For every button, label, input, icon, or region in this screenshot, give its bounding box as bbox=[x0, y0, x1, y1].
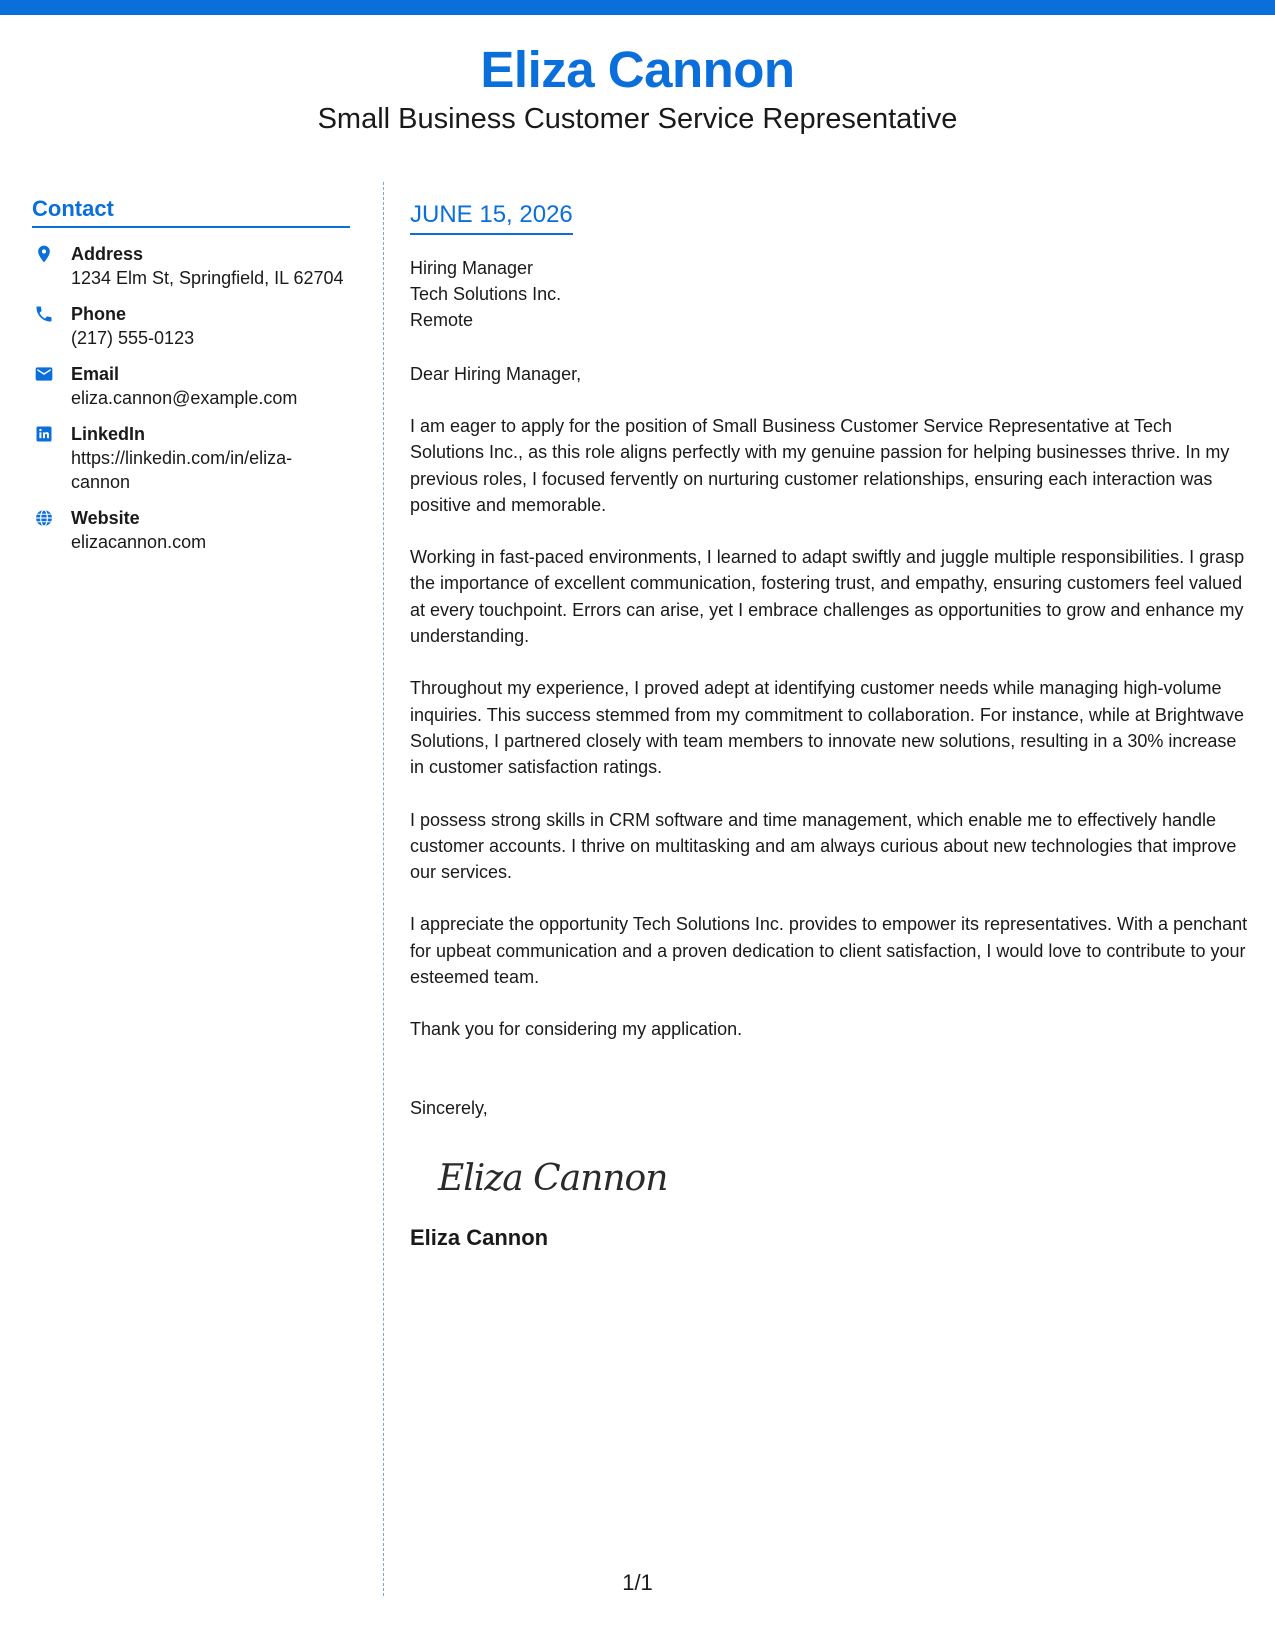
contact-phone bbox=[32, 302, 350, 350]
job-title: Small Business Customer Service Representative bbox=[317, 103, 958, 135]
top-accent-bar bbox=[0, 0, 1275, 15]
letter-paragraph: I possess strong skills in CRM software and time management, which enable me to effectively handle customer accounts. I thrive on multitasking and am always curious about new technologies that improve our services. bbox=[410, 809, 1237, 883]
letter-paragraph: Working in fast-paced environments, I learned to adapt swiftly and juggle multiple responsibilities. I grasp the importance of excellent communication, fostering trust, and empathy, ensuring customers feel valued at every touchpoint. Errors can arise, yet I embrace challenges as opportunities to grow and enhance my understanding. bbox=[410, 547, 1245, 647]
linkedin-value[interactable]: https://linkedin.com/in/eliza-cannon bbox=[71, 448, 293, 492]
page-number: 1/1 bbox=[622, 1570, 653, 1595]
map-pin-icon bbox=[34, 244, 54, 264]
contact-address bbox=[32, 242, 350, 290]
contact-linkedin bbox=[32, 422, 350, 494]
applicant-name: Eliza Cannon bbox=[480, 41, 795, 98]
address-value: 1234 Elm St, Springfield, IL 62704 bbox=[71, 268, 344, 288]
contact-email bbox=[32, 362, 350, 410]
contact-sidebar bbox=[32, 194, 350, 554]
linkedin-icon bbox=[34, 424, 54, 444]
globe-icon bbox=[34, 508, 54, 528]
letter-paragraph: I am eager to apply for the position of Small Business Customer Service Representative at Tech Solutions Inc., as this role aligns perfectly with my genuine passion for helping businesses thrive. In my previous roles, I focused fervently on nurturing customer relationships, ensuring each interaction was positive and memorable. bbox=[410, 416, 1230, 515]
recipient-line: Tech Solutions Inc. bbox=[410, 284, 562, 304]
email-label: Email bbox=[71, 364, 120, 384]
website-label: Website bbox=[71, 508, 140, 528]
linkedin-label: LinkedIn bbox=[71, 424, 146, 444]
handwritten-signature: Eliza Cannon bbox=[438, 1157, 668, 1199]
letter-paragraph: Throughout my experience, I proved adept at identifying customer needs while managing high-volume inquiries. This success stemmed from my commitment to collaboration. For instance, while at Brightwave Solutions, I partnered closely with team members to innovate new solutions, resulting in a 30% increase in customer satisfaction ratings. bbox=[410, 678, 1244, 778]
contact-heading: Contact bbox=[32, 194, 350, 228]
salutation: Dear Hiring Manager, bbox=[410, 364, 582, 384]
closing: Sincerely, bbox=[410, 1097, 488, 1118]
letter-date: JUNE 15, 2026 bbox=[410, 199, 573, 235]
letter-paragraph: Thank you for considering my application. bbox=[410, 1019, 743, 1040]
signer-name: Eliza Cannon bbox=[410, 1224, 549, 1250]
phone-value: (217) 555-0123 bbox=[71, 328, 195, 348]
recipient-block bbox=[410, 255, 1250, 333]
recipient-line: Hiring Manager bbox=[410, 258, 534, 278]
recipient-line: Remote bbox=[410, 310, 474, 330]
column-divider bbox=[383, 182, 384, 1596]
website-value[interactable]: elizacannon.com bbox=[71, 532, 207, 552]
letter-body bbox=[410, 199, 1250, 1253]
phone-label: Phone bbox=[71, 304, 127, 324]
contact-website bbox=[32, 506, 350, 554]
phone-icon bbox=[34, 304, 54, 324]
letter-paragraph: I appreciate the opportunity Tech Solutions Inc. provides to empower its representatives. With a penchant for upbeat communication and a proven dedication to client satisfaction, I would love to contribute to your esteemed team. bbox=[410, 914, 1248, 988]
email-value: eliza.cannon@example.com bbox=[71, 388, 298, 408]
address-label: Address bbox=[71, 244, 144, 264]
email-icon bbox=[34, 364, 54, 384]
